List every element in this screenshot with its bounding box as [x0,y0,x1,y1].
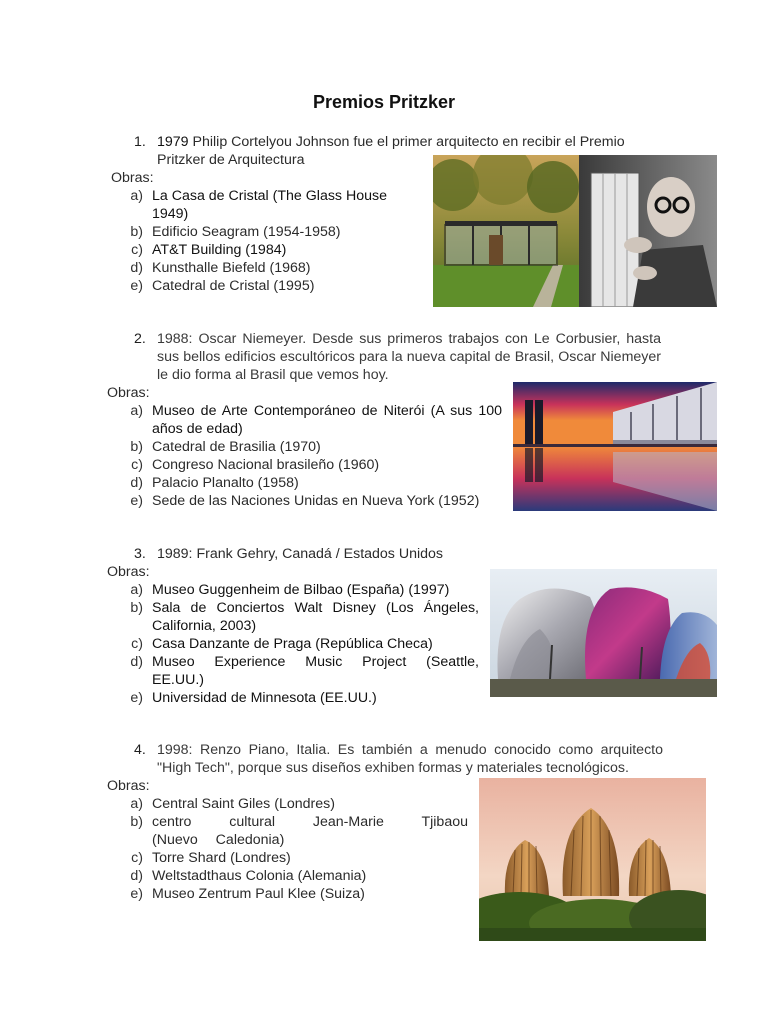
list-item: Torre Shard (Londres) [152,850,291,866]
section-1-year: 1979 [157,134,189,150]
list-item: La Casa de Cristal (The Glass House [152,188,387,204]
list-item: Edificio Seagram (1954-1958) [152,224,341,240]
list-item-marker: c) [131,242,143,258]
list-item-continued: 1949) [152,206,189,222]
list-item-marker: a) [130,582,143,598]
list-item-marker: b) [130,224,143,240]
list-item: Universidad de Minnesota (EE.UU.) [152,690,377,706]
list-item-marker: b) [130,600,143,616]
list-item: Sede de las Naciones Unidas en Nueva York (1952) [152,493,480,509]
list-item: Catedral de Cristal (1995) [152,278,315,294]
list-item-marker: e) [130,886,143,902]
section-1-obras-label: Obras: [111,170,154,186]
list-item-marker: c) [131,850,143,866]
list-item-marker: e) [130,690,143,706]
section-3-intro: 1989: Frank Gehry, Canadá / Estados Unidos [157,546,444,562]
list-item-marker: b) [130,439,143,455]
list-item-marker: c) [131,457,143,473]
list-item: centro cultural Jean-Marie Tjibaou (Nuevo Caledonia) [152,814,468,848]
list-item: Casa Danzante de Praga (República Checa) [152,636,433,652]
list-item: Congreso Nacional brasileño (1960) [152,457,380,473]
list-item: Museo Zentrum Paul Klee (Suiza) [152,886,365,902]
list-item: Museo Guggenheim de Bilbao (España) (1997) [152,582,450,598]
list-item: AT&T Building (1984) [152,242,287,258]
section-1-intro-line2: Pritzker de Arquitectura [157,152,305,168]
list-item-marker: e) [130,278,143,294]
list-item: Kunsthalle Biefeld (1968) [152,260,311,276]
section-4-number: 4. [134,742,146,758]
section-1-intro-line1: Philip Cortelyou Johnson fue el primer arquitecto en recibir el Premio [188,134,625,150]
list-item-marker: b) [130,814,143,830]
section-2-number: 2. [134,331,146,347]
list-item: Central Saint Giles (Londres) [152,796,335,812]
list-item: Museo Experience Music Project (Seattle, EE.UU.) [152,654,479,688]
list-item-marker: a) [130,403,143,419]
list-item-marker: e) [130,493,143,509]
list-item-marker: d) [130,654,143,670]
section-2-obras-label: Obras: [107,385,150,401]
section-2-intro: 1988: Oscar Niemeyer. Desde sus primeros trabajos con Le Corbusier, hasta sus bellos edificios escultóricos para la nueva capital de Brasil, Oscar Niemeyer le dio forma al Brasil que vemos hoy. [157,331,661,383]
list-item-marker: d) [130,260,143,276]
section-3-number: 3. [134,546,146,562]
list-item-marker: d) [130,868,143,884]
list-item: Palacio Planalto (1958) [152,475,299,491]
list-item: Weltstadthaus Colonia (Alemania) [152,868,367,884]
section-1-number: 1. [134,134,146,150]
section-4-intro: 1998: Renzo Piano, Italia. Es también a menudo conocido como arquitecto "High Tech", porque sus diseños exhiben formas y materiales tecnológicos. [157,742,663,776]
glass-house-photo [433,155,717,307]
list-item-marker: a) [130,188,143,204]
section-4-obras-label: Obras: [107,778,150,794]
list-item-marker: a) [130,796,143,812]
list-item-marker: d) [130,475,143,491]
list-item: Sala de Conciertos Walt Disney (Los Ángeles, California, 2003) [152,600,479,634]
tjibaou-photo [479,778,706,941]
list-item: Museo de Arte Contemporáneo de Niterói (A sus 100 años de edad) [152,403,502,437]
list-item: Catedral de Brasilia (1970) [152,439,321,455]
page-title: Premios Pritzker [312,92,456,112]
section-3-obras-label: Obras: [107,564,150,580]
list-item-marker: c) [131,636,143,652]
brasilia-photo [513,382,717,511]
gehry-photo [490,569,717,697]
